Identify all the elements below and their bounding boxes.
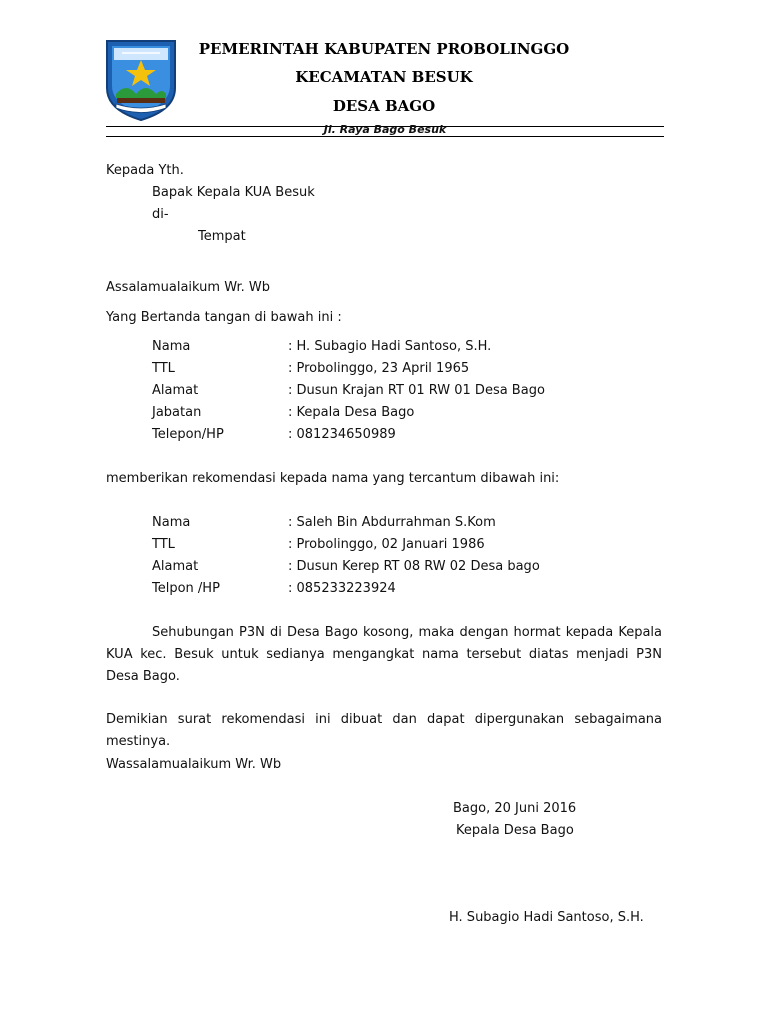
candidate-value: : Saleh Bin Abdurrahman S.Kom: [288, 515, 496, 530]
candidate-value: : Dusun Kerep RT 08 RW 02 Desa bago: [288, 559, 540, 574]
signatory-label: Jabatan: [152, 405, 202, 420]
candidate-value: : 085233223924: [288, 581, 396, 596]
body-paragraph: Demikian surat rekomendasi ini dibuat dan dapat dipergunakan sebagaimana mestinya.: [106, 712, 662, 749]
recipient-line: Tempat: [198, 229, 246, 244]
signature-place-date: Bago, 20 Juni 2016: [453, 801, 577, 816]
body-paragraph: Sehubungan P3N di Desa Bago kosong, maka dengan hormat kepada Kepala KUA kec. Besuk untuk sedianya mengangkat nama tersebut diatas menjadi P3N Desa Bago.: [106, 625, 662, 684]
signatory-label: Telepon/HP: [152, 427, 224, 442]
signatory-value: : Dusun Krajan RT 01 RW 01 Desa Bago: [288, 383, 545, 398]
closing-salutation: Wassalamualaikum Wr. Wb: [106, 757, 282, 772]
header-divider-bottom: [106, 136, 664, 137]
signatory-label: TTL: [152, 361, 175, 376]
signature-name: H. Subagio Hadi Santoso, S.H.: [449, 910, 644, 925]
recipient-line: Kepada Yth.: [106, 163, 184, 178]
candidate-label: Telpon /HP: [152, 581, 220, 596]
signature-position: Kepala Desa Bago: [456, 823, 574, 838]
signatory-value: : Probolinggo, 23 April 1965: [288, 361, 470, 376]
recipient-line: Bapak Kepala KUA Besuk: [152, 185, 315, 200]
intro-text: Yang Bertanda tangan di bawah ini :: [106, 310, 342, 325]
letterhead-government: PEMERINTAH KABUPATEN PROBOLINGGO: [198, 40, 570, 58]
recommendation-intro: memberikan rekomendasi kepada nama yang tercantum dibawah ini:: [106, 471, 560, 486]
signatory-value: : H. Subagio Hadi Santoso, S.H.: [288, 339, 492, 354]
recipient-line: di-: [152, 207, 169, 222]
signatory-label: Nama: [152, 339, 191, 354]
letterhead-district: KECAMATAN BESUK: [295, 68, 473, 86]
regency-emblem-logo: [104, 38, 178, 122]
signatory-value: : Kepala Desa Bago: [288, 405, 415, 420]
candidate-label: Nama: [152, 515, 191, 530]
candidate-label: TTL: [152, 537, 175, 552]
letterhead-address: Jl. Raya Bago Besuk: [323, 123, 447, 136]
letterhead-village: DESA BAGO: [332, 97, 436, 115]
greeting: Assalamualaikum Wr. Wb: [106, 280, 270, 295]
candidate-value: : Probolinggo, 02 Januari 1986: [288, 537, 485, 552]
candidate-label: Alamat: [152, 559, 199, 574]
signatory-label: Alamat: [152, 383, 199, 398]
signatory-value: : 081234650989: [288, 427, 396, 442]
